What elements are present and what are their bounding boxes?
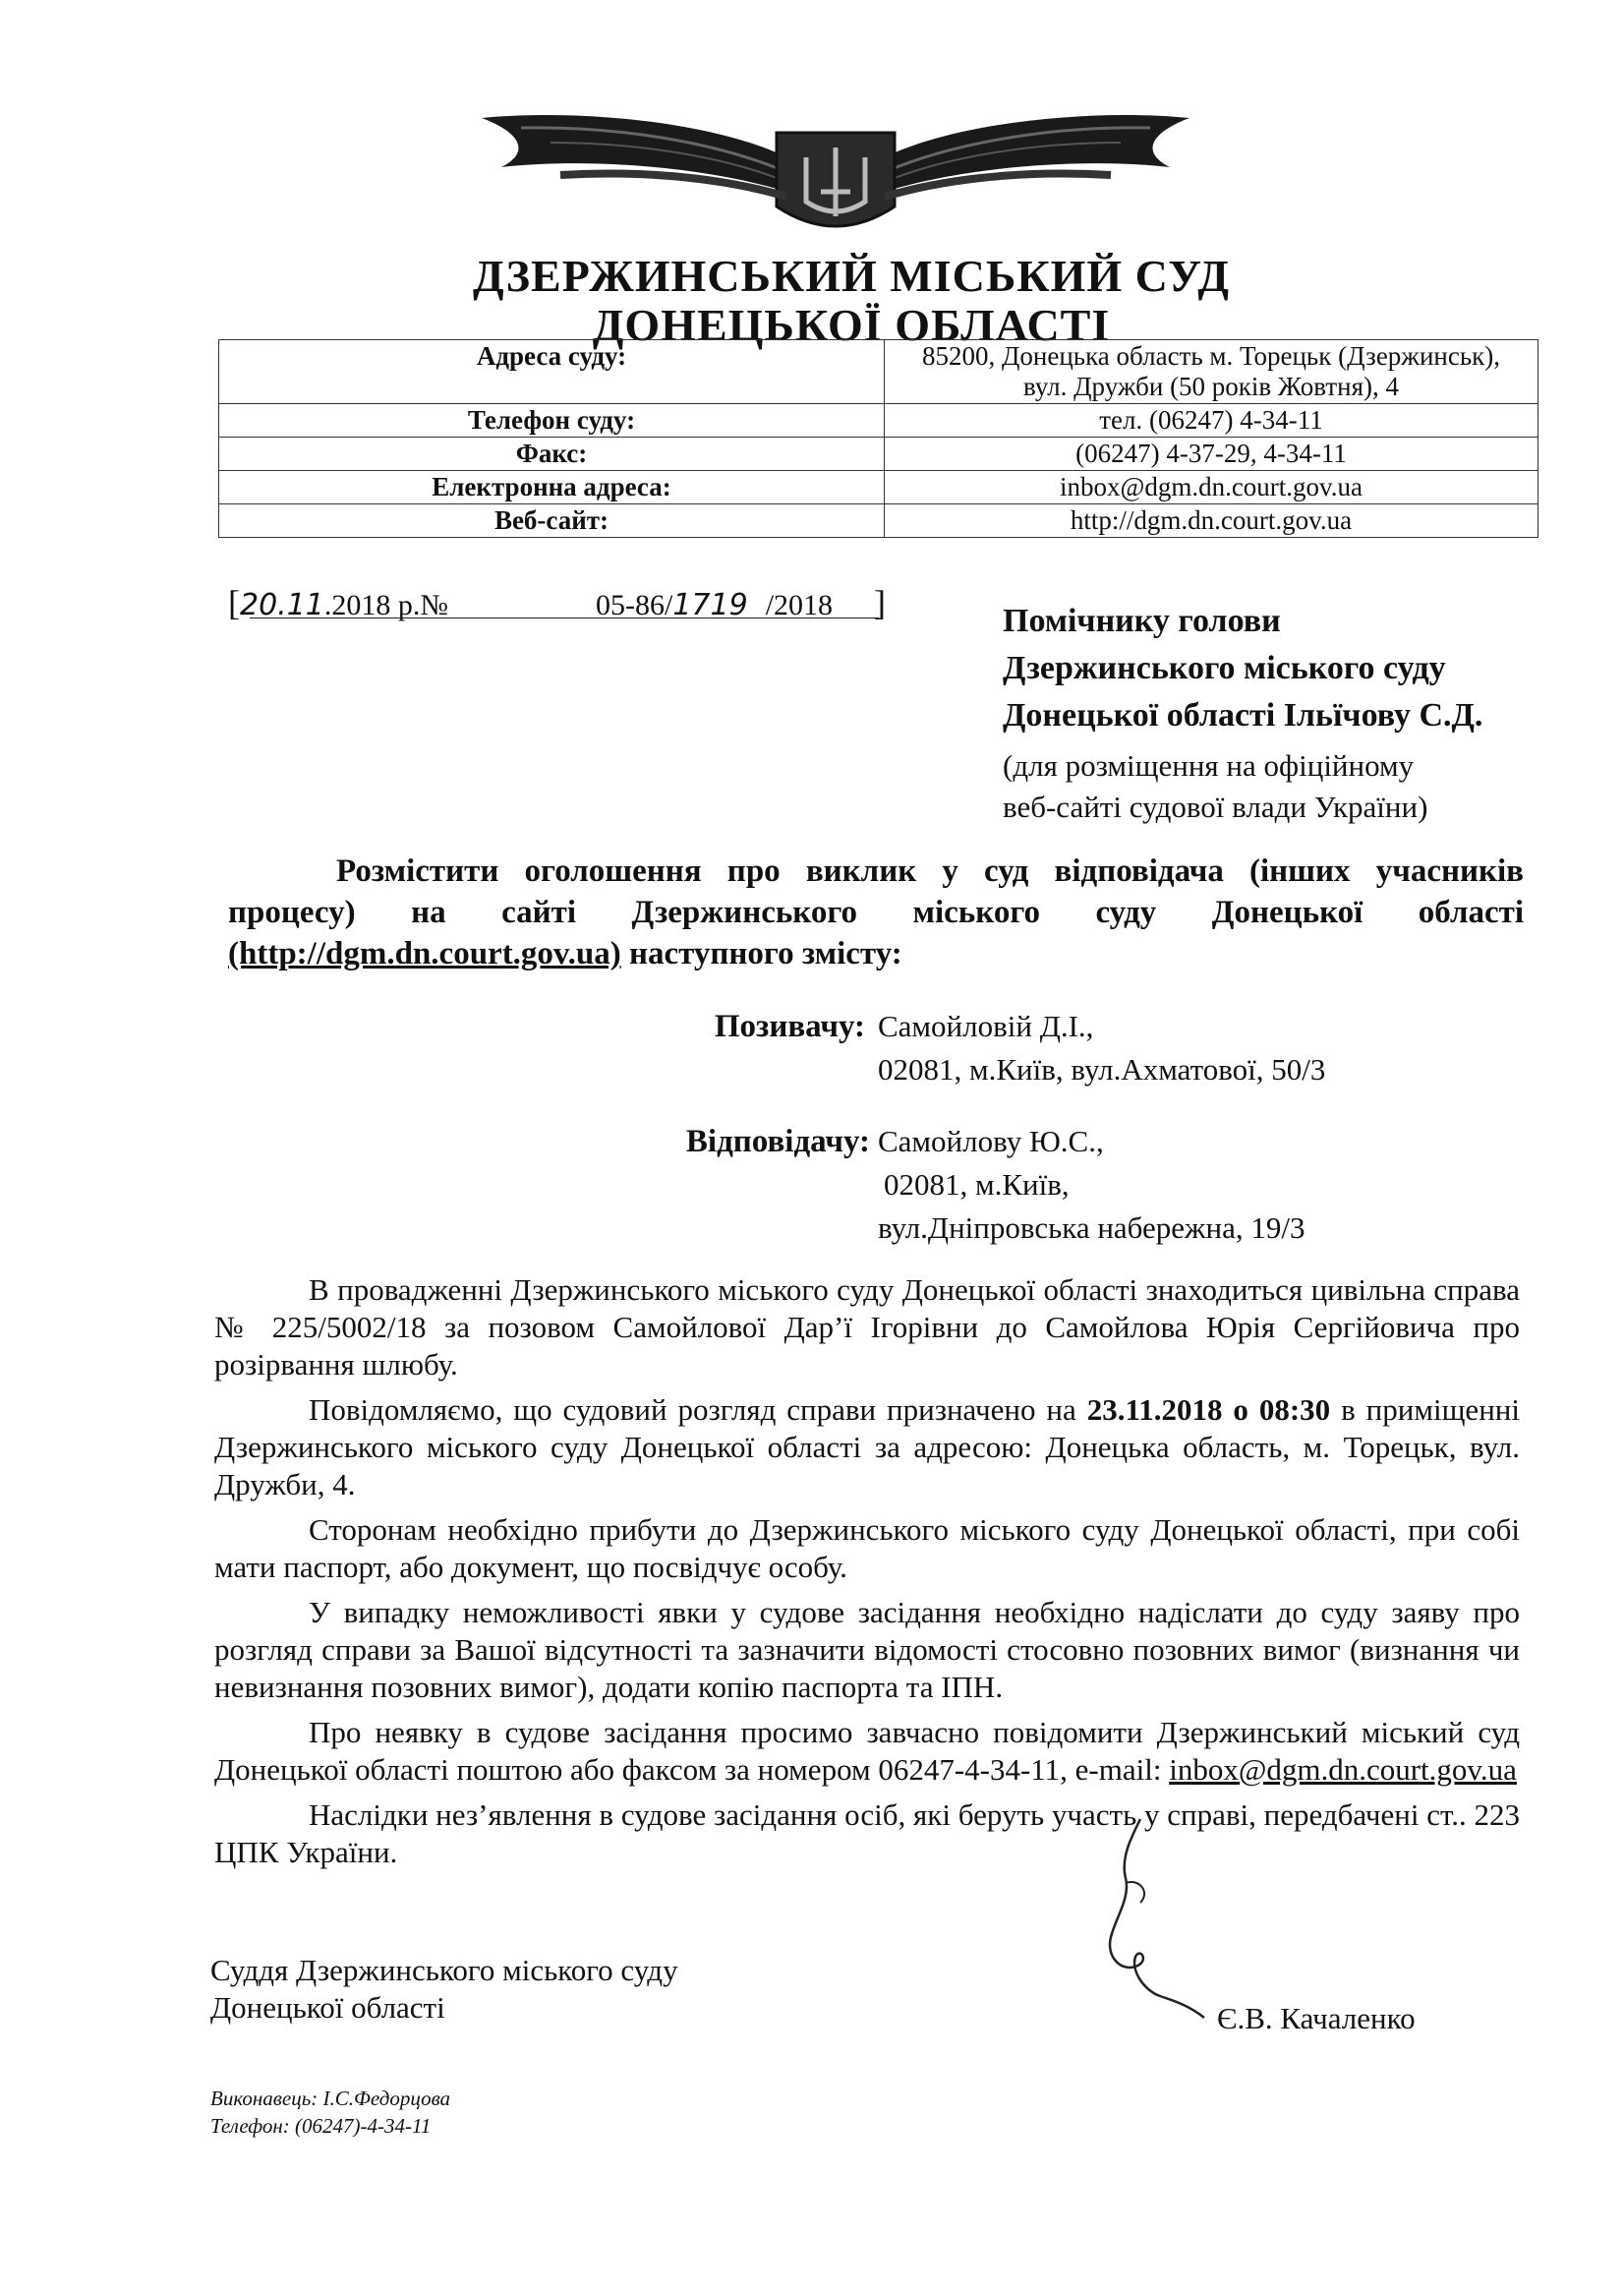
registration-date-printed: .2018 р.№ <box>323 589 449 621</box>
contact-value-address <box>885 340 1538 404</box>
announcement-line-3-rest: наступного змісту: <box>620 936 902 971</box>
contact-label-fax: Факс: <box>219 438 885 471</box>
court-name-line-2: ДОНЕЦЬКОЇ ОБЛАСТІ <box>592 300 1111 350</box>
plaintiff-name: Самойловій Д.І., <box>878 1009 1094 1043</box>
plaintiff-label: Позивачу: <box>714 1009 865 1044</box>
notice-body <box>214 1271 1520 1871</box>
executor-phone: Телефон: (06247)-4-34-11 <box>210 2114 432 2138</box>
hearing-text-end: в приміщенні Дзержинського міського суду Донецької області за адресою: Донецька область, м. Торецьк, вул. Дружби, 4. <box>214 1392 1520 1501</box>
contact-value-fax: (06247) 4-37-29, 4-34-11 <box>885 438 1538 471</box>
judge-title-line-2: Донецької області <box>210 1990 445 2025</box>
website-link[interactable]: (http://dgm.dn.court.gov.ua) <box>228 936 621 971</box>
court-name-line-1: ДЗЕРЖИНСЬКИЙ МІСЬКИЙ СУД <box>472 251 1231 301</box>
table-row <box>219 504 1538 538</box>
paragraph-notify <box>214 1714 1520 1789</box>
court-emblem-icon <box>462 98 1209 246</box>
registration-line <box>228 582 886 623</box>
recipient-line-2: Дзержинського міського суду <box>1003 650 1446 686</box>
table-row <box>219 340 1538 404</box>
announcement-line-1: Розмістити оголошення про виклик у суд відповідача (інших учасників <box>336 853 1524 889</box>
paragraph-case: В провадженні Дзержинського міського суду Донецької області знаходиться цивільна справа № 225/5002/18 за позовом Самойлової Дар’ї Ігорівни до Самойлова Юрія Сергійовича про розірвання шлюбу. <box>214 1272 1520 1382</box>
purpose-line-1: (для розміщення на офіційному <box>1003 748 1415 783</box>
bracket-close: ] <box>874 583 887 622</box>
signature-icon <box>1081 1799 1258 2035</box>
contact-label-website: Веб-сайт: <box>219 504 885 538</box>
defendant-details <box>878 1120 1305 1250</box>
announcement-line-3 <box>228 933 1524 974</box>
defendant-city: 02081, м.Київ, <box>884 1167 1070 1202</box>
paragraph-hearing-date <box>214 1391 1520 1503</box>
contact-value-email: inbox@dgm.dn.court.gov.ua <box>885 471 1538 504</box>
paragraph-absence: У випадку неможливості явки у судове засідання необхідно надіслати до суду заяву про розгляд справи за Вашої відсутності та зазначити відомості стосовно позовних вимог (визнання чи невизнання позовних вимог), додати копію паспорта та ІПН. <box>214 1595 1520 1704</box>
bracket-open: [ <box>228 583 240 622</box>
defendant-street: вул.Дніпровська набережна, 19/3 <box>878 1210 1305 1245</box>
recipient-line-1: Помічнику голови <box>1003 603 1281 639</box>
recipient-block <box>1003 598 1482 739</box>
address-line-1: 85200, Донецька область м. Торецьк (Дзержинськ), <box>921 341 1501 371</box>
hearing-text-start: Повідомляємо, що судовий розгляд справи призначено на <box>309 1392 1087 1427</box>
announcement-heading <box>228 851 1524 974</box>
contact-label-address: Адреса суду: <box>219 340 885 404</box>
registration-number-suffix: /2018 <box>765 589 834 621</box>
defendant-name: Самойлову Ю.С., <box>878 1124 1104 1158</box>
address-line-2: вул. Дружби (50 років Жовтня), 4 <box>1023 372 1399 401</box>
paragraph-consequences: Наслідки нез’явлення в судове засідання осіб, які беруть участь у справі, передбачені ст.. 223 ЦПК України. <box>214 1797 1520 1869</box>
plaintiff-details <box>878 1005 1325 1091</box>
announcement-line-2: процесу) на сайті Дзержинського міського суду Донецької області <box>228 895 1524 930</box>
recipient-line-3: Донецької області Ільїчову С.Д. <box>1003 697 1483 734</box>
table-row <box>219 438 1538 471</box>
defendant-label: Відповідачу: <box>685 1124 870 1159</box>
judge-title <box>210 1952 678 2027</box>
notify-text: Про неявку в судове засідання просимо завчасно повідомити Дзержинський міський суд Донецької області поштою або факсом за номером 06247-4-34-11, e-mail: <box>214 1715 1520 1787</box>
judge-name: Є.В. Качаленко <box>1217 2001 1416 2035</box>
registration-number-prefix: 05-86/ <box>596 589 673 621</box>
contact-label-email: Електронна адреса: <box>219 471 885 504</box>
registration-date-handwritten: 20.11 <box>240 588 324 622</box>
plaintiff-address: 02081, м.Київ, вул.Ахматової, 50/3 <box>878 1052 1326 1087</box>
contact-value-phone: тел. (06247) 4-34-11 <box>885 404 1538 438</box>
hearing-datetime: 23.11.2018 о 08:30 <box>1086 1392 1331 1427</box>
contact-label-phone: Телефон суду: <box>219 404 885 438</box>
registration-number-handwritten: 1719 <box>672 588 748 622</box>
table-row <box>219 404 1538 438</box>
judge-title-line-1: Суддя Дзержинського міського суду <box>210 1953 678 1987</box>
table-row <box>219 471 1538 504</box>
executor-info <box>210 2085 450 2140</box>
executor-name: Виконавець: І.С.Федорцова <box>210 2087 451 2110</box>
purpose-line-2: веб-сайті судової влади України) <box>1003 790 1428 824</box>
recipient-purpose <box>1003 745 1427 828</box>
email-link[interactable]: inbox@dgm.dn.court.gov.ua <box>1169 1752 1517 1787</box>
paragraph-attendance: Сторонам необхідно прибути до Дзержинського міського суду Донецької області, при собі мати паспорт, або документ, що посвідчує особу. <box>214 1512 1520 1584</box>
court-contacts-table <box>218 339 1538 538</box>
contact-value-website: http://dgm.dn.court.gov.ua <box>885 504 1538 538</box>
